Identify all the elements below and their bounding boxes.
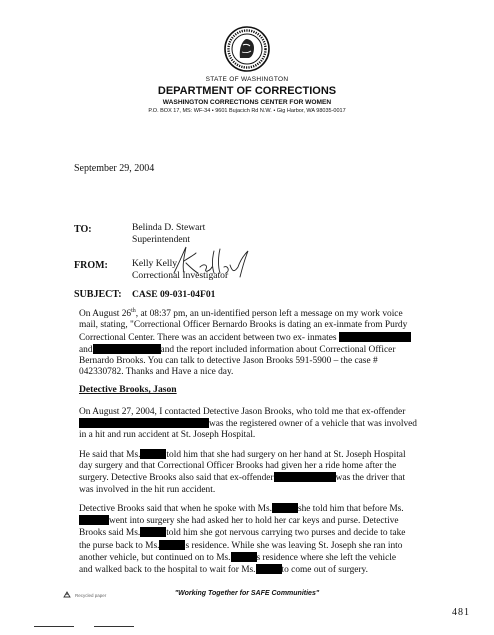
text: and [79,344,93,355]
text-line: 042330782. Thanks and Have a nice day. [79,367,234,378]
to-title: Superintendent [132,234,191,245]
text: told him that she had surgery on her hand at St. Joseph Hospital [166,450,406,460]
paragraph-accident-details [79,503,424,576]
letterhead-center: WASHINGTON CORRECTIONS CENTER FOR WOMEN [162,99,332,106]
footer-rule [94,626,134,627]
superscript: th [131,308,136,314]
redaction-bar [339,332,411,342]
text: He said that Ms. [79,450,141,460]
text: , at 08:37 pm, an un-identified person left a message on my work voice [135,309,403,320]
memo-date: September 29, 2004 [74,163,155,174]
from-name: Kelly Kelly [132,258,178,269]
text: Detective Brooks said that when he spoke with Ms. [79,504,272,514]
text-line: was involved in the hit run accident. [79,484,216,495]
to-label: TO: [74,224,92,235]
from-title: Correctional Investigator [132,270,229,281]
redaction-bar [274,472,336,482]
footer-rule [34,626,74,627]
paragraph-surgery [79,449,424,496]
redaction-bar [93,344,161,354]
redaction-bar [79,515,109,525]
text: she told him that before Ms. [297,504,404,514]
text: the purse back to Ms. [79,540,160,551]
page-number: 481 [452,607,470,618]
text: was the driver that [335,473,406,484]
paragraph-voicemail [79,306,424,378]
state-seal-icon [224,26,270,72]
text: to come out of surgery. [281,565,368,576]
redaction-bar [272,503,298,513]
letterhead-department: DEPARTMENT OF CORRECTIONS [157,85,337,97]
redaction-bar [140,449,166,459]
from-label: FROM: [74,260,108,271]
text-line: day surgery and that Correctional Officer Brooks had given her a ride home after the [79,461,397,472]
text-line: On August 27, 2004, I contacted Detective Jason Brooks, who told me that ex-offender [79,407,406,417]
redaction-bar [231,552,257,562]
to-name: Belinda D. Stewart [132,222,206,233]
text: On August 26 [79,309,132,320]
text: in a hit and run accident at St. Joseph Hospital. [79,430,256,441]
recycled-paper-note: Recycled paper [75,593,107,598]
text: Correctional Center. There was an accident between two ex- inmates [79,332,337,343]
text: and the report included information about Correctional Officer [160,344,396,355]
subject-value: CASE 09-031-04F01 [132,289,216,300]
redaction-bar [256,564,282,574]
redaction-bar [79,418,209,428]
text-line: Bernardo Brooks. You can talk to detective Jason Brooks 591-5900 – the case # [79,355,378,366]
paragraph-detective-contact [79,407,424,442]
text: went into surgery she had asked her to hold her car keys and purse. Detective [109,516,399,527]
letterhead-state: STATE OF WASHINGTON [205,76,289,83]
text: told him she got nervous carrying two purses and decide to take [166,528,406,539]
text: s residence where she left the vehicle [256,552,397,563]
text-line: mail, stating, "Correctional Officer Bernardo Brooks is dating an ex-inmate from Purdy [79,320,408,331]
redaction-bar [159,540,185,550]
text: was the registered owner of a vehicle that was involved [209,419,417,430]
text: and walked back to the hospital to wait for Ms. [79,565,256,576]
footer-motto: "Working Together for SAFE Communities" [174,590,320,597]
text: another vehicle, but continued on to Ms. [79,552,231,563]
section-heading: Detective Brooks, Jason [79,384,177,395]
text: s residence. While she was leaving St. Joseph she ran into [185,540,403,551]
subject-label: SUBJECT: [74,289,122,300]
signature-image [170,243,262,279]
text: Brooks said Ms. [79,528,141,539]
text: surgery. Detective Brooks also said that ex-offender [79,473,274,484]
letterhead-address: P.O. BOX 17, MS: WF-34 • 9601 Bujacich Rd N.W. • Gig Harbor, WA 98035-0017 [148,108,346,114]
redaction-bar [140,527,166,537]
